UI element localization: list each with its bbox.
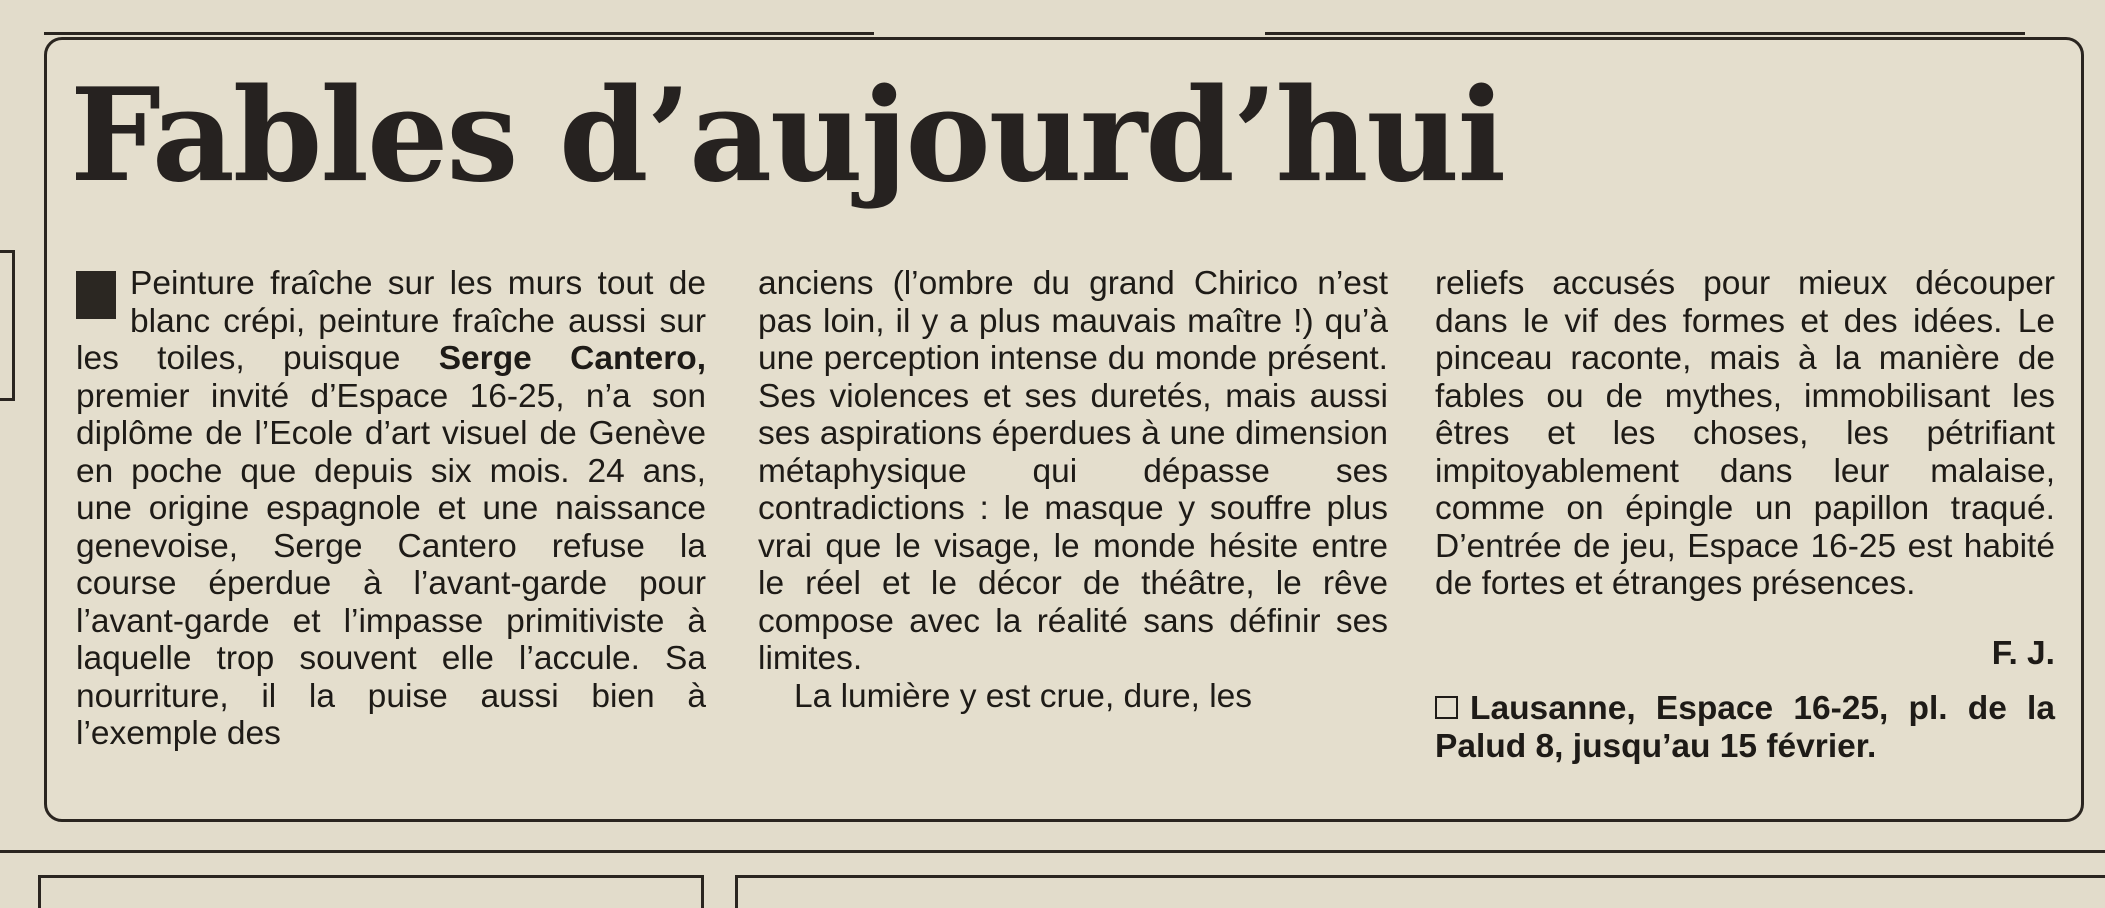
col2-paragraph-2: La lumière y est crue, dure, les <box>794 677 1253 715</box>
exhibition-info-text: Lausanne, Espace 16-25, pl. de la Palud 8, jusqu’au 15 février. <box>1435 690 2055 765</box>
artist-name: Serge Cantero, <box>438 340 707 377</box>
intro-text: Peinture fraîche sur les murs tout de blanc crépi, peinture fraîche aussi sur les toiles, puisque <box>76 265 706 377</box>
column-2 <box>758 265 1388 715</box>
paragraph-marker-icon <box>76 271 116 319</box>
paragraph-1 <box>76 265 706 753</box>
column-1 <box>76 265 706 753</box>
headline: Fables d’aujourd’hui <box>70 61 1505 211</box>
column-3 <box>1435 265 2055 765</box>
bottom-rule <box>0 850 2105 853</box>
box-bullet-icon <box>1435 696 1458 719</box>
next-article-box-left <box>38 875 704 908</box>
exhibition-info <box>1435 690 2055 765</box>
col2-paragraph-1: anciens (l’ombre du grand Chirico n’est pas loin, il y a plus mauvais maître !) qu’à une perception intense du monde présent. Ses violences et ses duretés, mais aussi ses aspirations éperdues à une dimension métaphysique qui dépasse ses contradictions : le masque y souffre plus vrai que le visage, le monde hésite entre le réel et le décor de théâtre, le rêve compose avec la réalité sans définir ses limites. <box>758 265 1388 677</box>
top-rule-right <box>1265 32 2025 35</box>
next-article-box-right <box>735 875 2105 908</box>
left-margin-rule <box>0 250 15 401</box>
top-rule-left <box>44 32 874 35</box>
author-signature: F. J. <box>1991 634 2055 672</box>
col3-paragraph-1: reliefs accusés pour mieux découper dans le vif des formes et des idées. Le pinceau raconte, mais à la manière de fables ou de mythes, immobilisant les êtres et les choses, les pétrifiant impitoyablement dans leur malaise, comme on épingle un papillon traqué. D’entrée de jeu, Espace 16-25 est habité de fortes et étranges présences. <box>1435 265 2055 602</box>
col1-text: premier invité d’Espace 16-25, n’a son diplôme de l’Ecole d’art visuel de Genève en poche que depuis six mois. 24 ans, une origine espagnole et une naissance genevoise, Serge Cantero refuse la course éperdue à l’avant-garde pour l’avant-garde et l’impasse primitiviste à laquelle trop souvent elle l’accule. Sa nourriture, il la puise aussi bien à l’exemple des <box>76 377 706 752</box>
